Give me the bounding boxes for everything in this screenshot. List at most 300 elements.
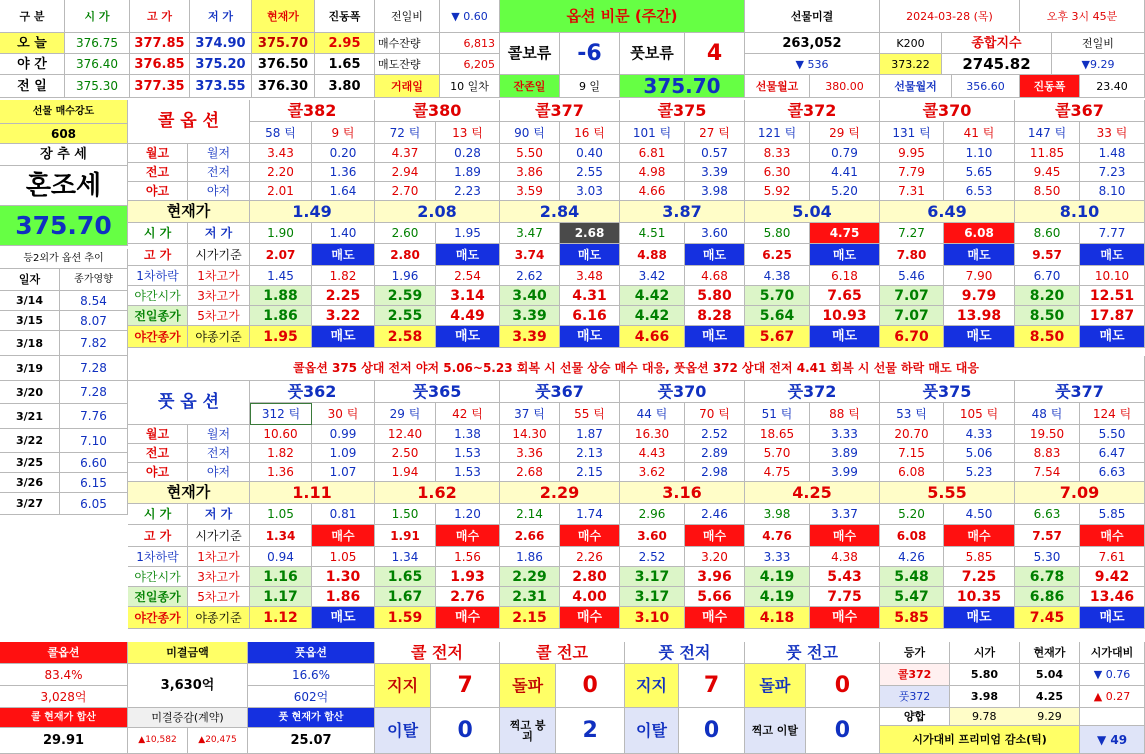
call-month-high: 6.81 bbox=[620, 144, 685, 163]
put-row-r6: 13.46 bbox=[1080, 587, 1145, 607]
call-row-r5: 3.39 bbox=[500, 306, 560, 326]
premium-label: 시가대비 프리미엄 감소(틱) bbox=[880, 726, 1080, 754]
put-label-r5: 전일종가 bbox=[128, 587, 188, 607]
time-label: 오후 3시 45분 bbox=[1020, 0, 1145, 33]
put-tick-2: 124 틱 bbox=[1080, 403, 1145, 425]
put-amount: 602억 bbox=[248, 686, 375, 708]
call-sum-value: 29.91 bbox=[0, 728, 128, 754]
put-row-r8: 매수 bbox=[810, 607, 880, 629]
put-month-high: 10.60 bbox=[250, 425, 312, 444]
buy-strength-value: 608 bbox=[0, 124, 128, 144]
put-low: 3.37 bbox=[810, 504, 880, 525]
call-open: 2.60 bbox=[375, 223, 436, 244]
call-row-r7: 5.67 bbox=[745, 326, 810, 348]
call-current: 1.49 bbox=[250, 201, 375, 223]
call-current: 3.87 bbox=[620, 201, 745, 223]
oi-value: 263,052 bbox=[745, 33, 880, 54]
row-low: 374.90 bbox=[190, 33, 252, 54]
call-high: 2.80 bbox=[375, 244, 436, 266]
put-row-r1: 1.86 bbox=[500, 547, 560, 567]
put-strike-name: 풋365 bbox=[375, 381, 500, 403]
put-month-high: 19.50 bbox=[1015, 425, 1080, 444]
row-high: 376.85 bbox=[130, 54, 190, 75]
put-prev-low: 5.06 bbox=[944, 444, 1015, 463]
put-open: 1.05 bbox=[250, 504, 312, 525]
date-cell: 3/19 bbox=[0, 356, 60, 381]
call-label-hl: 고 가 bbox=[128, 244, 188, 266]
put-row-r3: 5.48 bbox=[880, 567, 944, 587]
call-row-r3: 3.40 bbox=[500, 286, 560, 306]
put-tick-2: 30 틱 bbox=[312, 403, 375, 425]
call-prev-high: 3.86 bbox=[500, 163, 560, 182]
call-row-r1: 2.62 bbox=[500, 266, 560, 286]
call-row-r5: 7.07 bbox=[880, 306, 944, 326]
futures-month-low-label: 선물월저 bbox=[880, 75, 952, 98]
put-month-high: 16.30 bbox=[620, 425, 685, 444]
call-row-r4: 2.25 bbox=[312, 286, 375, 306]
row-label: 야 간 bbox=[0, 54, 65, 75]
futures-oi-label: 선물미결 bbox=[745, 0, 880, 33]
call-label-r2: 1차고가 bbox=[188, 266, 250, 286]
atm-call-name: 콜372 bbox=[880, 664, 950, 686]
signal-type-2: 찍고 이탈 bbox=[745, 708, 806, 754]
call-label-r3: 야간시가 bbox=[128, 286, 188, 306]
trading-days-label: 거래일 bbox=[375, 75, 440, 98]
call-night-high: 3.59 bbox=[500, 182, 560, 201]
call-row-r1: 1.45 bbox=[250, 266, 312, 286]
signal-header-call_high: 콜 전고 bbox=[500, 642, 625, 664]
call-signal: 매도 bbox=[312, 244, 375, 266]
call-label-r5: 전일종가 bbox=[128, 306, 188, 326]
put-label-r1: 1차하락 bbox=[128, 547, 188, 567]
put-row-r1: 3.33 bbox=[745, 547, 810, 567]
call-row-r6: 17.87 bbox=[1080, 306, 1145, 326]
oi-change-2: ▲20,475 bbox=[188, 728, 248, 754]
call-prev-low: 7.23 bbox=[1080, 163, 1145, 182]
put-row-r3: 6.78 bbox=[1015, 567, 1080, 587]
put-signal: 매수 bbox=[685, 525, 745, 547]
put-low: 4.50 bbox=[944, 504, 1015, 525]
call-label-hb: 시가기준 bbox=[188, 244, 250, 266]
call-row-r1: 5.46 bbox=[880, 266, 944, 286]
put-month-low: 0.99 bbox=[312, 425, 375, 444]
call-row-r5: 5.64 bbox=[745, 306, 810, 326]
signal-type: 돌파 bbox=[500, 664, 556, 708]
call-night-low: 1.64 bbox=[312, 182, 375, 201]
row-low: 375.20 bbox=[190, 54, 252, 75]
put-row-r2: 7.61 bbox=[1080, 547, 1145, 567]
call-strike-name: 콜370 bbox=[880, 100, 1015, 122]
call-amount: 3,028억 bbox=[0, 686, 128, 708]
put-label-mll: 월저 bbox=[188, 425, 250, 444]
signal-header-put_low: 풋 전저 bbox=[625, 642, 745, 664]
call-night-high: 5.92 bbox=[745, 182, 810, 201]
call-prev-low: 1.89 bbox=[436, 163, 500, 182]
put-strike-name: 풋370 bbox=[620, 381, 745, 403]
call-row-r8: 매도 bbox=[810, 326, 880, 348]
close-effect-cell: 6.05 bbox=[60, 493, 128, 515]
put-row-r1: 1.34 bbox=[375, 547, 436, 567]
put-month-high: 12.40 bbox=[375, 425, 436, 444]
put-row-r4: 5.43 bbox=[810, 567, 880, 587]
call-prev-low: 4.41 bbox=[810, 163, 880, 182]
put-sum-value: 25.07 bbox=[248, 728, 375, 754]
call-night-high: 2.70 bbox=[375, 182, 436, 201]
header-5: 진동폭 bbox=[315, 0, 375, 33]
header-0: 구 분 bbox=[0, 0, 65, 33]
vs-open-header: 시가대비 bbox=[1080, 642, 1145, 664]
call-month-high: 3.43 bbox=[250, 144, 312, 163]
side-futures-price: 375.70 bbox=[0, 206, 128, 246]
put-night-low: 3.99 bbox=[810, 463, 880, 482]
date-cell: 3/14 bbox=[0, 291, 60, 311]
close-effect-cell: 8.07 bbox=[60, 311, 128, 331]
put-night-low: 6.63 bbox=[1080, 463, 1145, 482]
call-night-high: 2.01 bbox=[250, 182, 312, 201]
put-current: 5.55 bbox=[880, 482, 1015, 504]
put-tick-1: 29 틱 bbox=[375, 403, 436, 425]
put-open: 3.98 bbox=[745, 504, 810, 525]
put-prev-low: 6.47 bbox=[1080, 444, 1145, 463]
date-cell: 3/21 bbox=[0, 404, 60, 429]
signal-count-2: 0 bbox=[679, 708, 745, 754]
call-high: 9.57 bbox=[1015, 244, 1080, 266]
call-row-r2: 2.54 bbox=[436, 266, 500, 286]
put-row-r8: 매도 bbox=[1080, 607, 1145, 629]
put-night-high: 4.75 bbox=[745, 463, 810, 482]
call-row-r1: 4.38 bbox=[745, 266, 810, 286]
atm-call-vs: ▼ 0.76 bbox=[1080, 664, 1145, 686]
put-high: 7.57 bbox=[1015, 525, 1080, 547]
put-sum-label: 풋 현재가 합산 bbox=[248, 708, 375, 728]
call-row-r2: 6.18 bbox=[810, 266, 880, 286]
close-effect-cell: 6.15 bbox=[60, 473, 128, 493]
put-row-r2: 1.05 bbox=[312, 547, 375, 567]
oi-amount-label: 미결금액 bbox=[128, 642, 248, 664]
put-night-low: 2.15 bbox=[560, 463, 620, 482]
call-month-high: 9.95 bbox=[880, 144, 944, 163]
close-effect-cell: 7.10 bbox=[60, 429, 128, 453]
put-row-r4: 1.30 bbox=[312, 567, 375, 587]
close-effect-cell: 7.28 bbox=[60, 381, 128, 404]
put-tick-1: 48 틱 bbox=[1015, 403, 1080, 425]
put-row-r4: 2.80 bbox=[560, 567, 620, 587]
put-strike-name: 풋367 bbox=[500, 381, 620, 403]
call-label-r7: 야간종가 bbox=[128, 326, 188, 348]
put-night-high: 1.94 bbox=[375, 463, 436, 482]
call-row-r7: 1.95 bbox=[250, 326, 312, 348]
call-current: 5.04 bbox=[745, 201, 880, 223]
sell-remain-label: 매도잔량 bbox=[375, 54, 440, 75]
put-prev-high: 1.82 bbox=[250, 444, 312, 463]
put-row-r3: 3.17 bbox=[620, 567, 685, 587]
call-month-low: 1.10 bbox=[944, 144, 1015, 163]
put-label-mhl: 월고 bbox=[128, 425, 188, 444]
put-low: 0.81 bbox=[312, 504, 375, 525]
put-row-r6: 4.00 bbox=[560, 587, 620, 607]
call-row-r4: 12.51 bbox=[1080, 286, 1145, 306]
call-sum-label: 콜 현재가 합산 bbox=[0, 708, 128, 728]
signal-header-put_high: 풋 전고 bbox=[745, 642, 880, 664]
put-label-r4: 3차고가 bbox=[188, 567, 250, 587]
call-prev-high: 7.79 bbox=[880, 163, 944, 182]
row-low: 373.55 bbox=[190, 75, 252, 98]
call-label-pll: 전저 bbox=[188, 163, 250, 182]
call-tick-1: 58 틱 bbox=[250, 122, 312, 144]
total-cur: 9.29 bbox=[1020, 708, 1080, 726]
call-prev-high: 4.98 bbox=[620, 163, 685, 182]
put-month-high: 20.70 bbox=[880, 425, 944, 444]
row-current: 376.30 bbox=[252, 75, 315, 98]
call-row-r4: 9.79 bbox=[944, 286, 1015, 306]
put-prev-low: 2.89 bbox=[685, 444, 745, 463]
header-1: 시 가 bbox=[65, 0, 130, 33]
premium-value: ▼ 49 bbox=[1080, 726, 1145, 754]
call-row-r5: 4.42 bbox=[620, 306, 685, 326]
row-high: 377.35 bbox=[130, 75, 190, 98]
put-night-low: 2.98 bbox=[685, 463, 745, 482]
put-month-high: 18.65 bbox=[745, 425, 810, 444]
call-prev-low: 5.65 bbox=[944, 163, 1015, 182]
call-prev-low: 1.36 bbox=[312, 163, 375, 182]
futures-price: 375.70 bbox=[620, 75, 745, 98]
buy-remain-label: 매수잔량 bbox=[375, 33, 440, 54]
call-tick-2: 13 틱 bbox=[436, 122, 500, 144]
call-strike-name: 콜375 bbox=[620, 100, 745, 122]
call-low: 1.95 bbox=[436, 223, 500, 244]
put-high: 2.66 bbox=[500, 525, 560, 547]
call-row-r7: 4.66 bbox=[620, 326, 685, 348]
row-open: 376.40 bbox=[65, 54, 130, 75]
row-current: 376.50 bbox=[252, 54, 315, 75]
put-title: 풋 옵 션 bbox=[128, 381, 250, 425]
close-effect-cell: 7.82 bbox=[60, 331, 128, 356]
call-tick-1: 101 틱 bbox=[620, 122, 685, 144]
call-strike-name: 콜380 bbox=[375, 100, 500, 122]
close-effect-cell: 6.60 bbox=[60, 453, 128, 473]
call-row-r4: 3.14 bbox=[436, 286, 500, 306]
call-prev-low: 2.55 bbox=[560, 163, 620, 182]
put-night-low: 1.07 bbox=[312, 463, 375, 482]
call-label-mll: 월저 bbox=[188, 144, 250, 163]
call-row-r8: 매도 bbox=[1080, 326, 1145, 348]
call-night-low: 3.03 bbox=[560, 182, 620, 201]
call-row-r3: 4.42 bbox=[620, 286, 685, 306]
oi-change-label: 미결증감(계약) bbox=[128, 708, 248, 728]
put-current: 2.29 bbox=[500, 482, 620, 504]
call-hold-label: 콜보류 bbox=[500, 33, 560, 75]
call-row-r2: 1.82 bbox=[312, 266, 375, 286]
futures-month-high-value: 380.00 bbox=[810, 75, 880, 98]
put-strike-name: 풋362 bbox=[250, 381, 375, 403]
put-prev-low: 2.13 bbox=[560, 444, 620, 463]
col-date: 일자 bbox=[0, 269, 60, 291]
close-effect-cell: 7.76 bbox=[60, 404, 128, 429]
row-range: 1.65 bbox=[315, 54, 375, 75]
call-low: 6.08 bbox=[944, 223, 1015, 244]
put-row-r4: 9.42 bbox=[1080, 567, 1145, 587]
call-pct: 83.4% bbox=[0, 664, 128, 686]
call-tick-2: 41 틱 bbox=[944, 122, 1015, 144]
call-low: 1.40 bbox=[312, 223, 375, 244]
signal-type: 지지 bbox=[375, 664, 431, 708]
put-hold-label: 풋보류 bbox=[620, 33, 685, 75]
call-row-r4: 4.31 bbox=[560, 286, 620, 306]
put-high: 6.08 bbox=[880, 525, 944, 547]
call-open: 1.90 bbox=[250, 223, 312, 244]
date-label: 2024-03-28 (목) bbox=[880, 0, 1020, 33]
call-prev-high: 2.20 bbox=[250, 163, 312, 182]
row-range: 3.80 bbox=[315, 75, 375, 98]
call-tick-2: 27 틱 bbox=[685, 122, 745, 144]
call-month-high: 4.37 bbox=[375, 144, 436, 163]
put-row-r2: 1.56 bbox=[436, 547, 500, 567]
call-high: 4.88 bbox=[620, 244, 685, 266]
put-row-r6: 5.66 bbox=[685, 587, 745, 607]
put-label-ol: 시 가 bbox=[128, 504, 188, 525]
put-label-r2: 1차고가 bbox=[188, 547, 250, 567]
put-night-high: 1.36 bbox=[250, 463, 312, 482]
put-label-r6: 5차고가 bbox=[188, 587, 250, 607]
call-row-r6: 10.93 bbox=[810, 306, 880, 326]
put-month-low: 3.33 bbox=[810, 425, 880, 444]
call-low: 2.68 bbox=[560, 223, 620, 244]
put-label-hb: 시가기준 bbox=[188, 525, 250, 547]
trading-days-value: 10 일차 bbox=[440, 75, 500, 98]
call-open: 4.51 bbox=[620, 223, 685, 244]
guidance-message: 콜옵션 375 상대 전저 야저 5.06~5.23 회복 시 선물 상승 매수 대응, 풋옵션 372 상대 전저 4.41 회복 시 선물 하락 매도 대응 bbox=[128, 356, 1145, 381]
put-month-low: 4.33 bbox=[944, 425, 1015, 444]
date-cell: 3/26 bbox=[0, 473, 60, 493]
put-row-r3: 1.16 bbox=[250, 567, 312, 587]
sell-remain-value: 6,205 bbox=[440, 54, 500, 75]
call-row-r4: 7.65 bbox=[810, 286, 880, 306]
put-night-high: 3.62 bbox=[620, 463, 685, 482]
remaining-days-label: 잔존일 bbox=[500, 75, 560, 98]
call-row-r3: 7.07 bbox=[880, 286, 944, 306]
call-row-r3: 5.70 bbox=[745, 286, 810, 306]
row-label: 전 일 bbox=[0, 75, 65, 98]
header-prev-label: 전일비 bbox=[375, 0, 440, 33]
call-night-low: 6.53 bbox=[944, 182, 1015, 201]
put-tick-2: 88 틱 bbox=[810, 403, 880, 425]
put-row-r5: 3.17 bbox=[620, 587, 685, 607]
put-current-label: 현재가 bbox=[128, 482, 250, 504]
row-open: 376.75 bbox=[65, 33, 130, 54]
call-label-r1: 1차하락 bbox=[128, 266, 188, 286]
current-header: 현재가 bbox=[1020, 642, 1080, 664]
signal-type-2: 이탈 bbox=[625, 708, 679, 754]
put-strike-name: 풋377 bbox=[1015, 381, 1145, 403]
futures-month-low-value: 356.60 bbox=[952, 75, 1020, 98]
put-tick-2: 42 틱 bbox=[436, 403, 500, 425]
call-row-r6: 13.98 bbox=[944, 306, 1015, 326]
signal-type: 지지 bbox=[625, 664, 679, 708]
call-label-r6: 5차고가 bbox=[188, 306, 250, 326]
put-row-r6: 7.75 bbox=[810, 587, 880, 607]
signal-count: 0 bbox=[556, 664, 625, 708]
date-cell: 3/22 bbox=[0, 429, 60, 453]
col-comp: 종가영향 bbox=[60, 269, 128, 291]
put-label-ll: 저 가 bbox=[188, 504, 250, 525]
put-row-r5: 1.67 bbox=[375, 587, 436, 607]
put-row-r6: 2.76 bbox=[436, 587, 500, 607]
call-row-r3: 2.59 bbox=[375, 286, 436, 306]
call-tick-1: 90 틱 bbox=[500, 122, 560, 144]
put-tick-1: 312 틱 bbox=[250, 403, 312, 425]
put-label-r3: 야간시가 bbox=[128, 567, 188, 587]
call-month-low: 0.28 bbox=[436, 144, 500, 163]
put-signal: 매수 bbox=[436, 525, 500, 547]
call-month-low: 1.48 bbox=[1080, 144, 1145, 163]
header-4: 현재가 bbox=[252, 0, 315, 33]
call-tick-1: 72 틱 bbox=[375, 122, 436, 144]
put-current: 1.62 bbox=[375, 482, 500, 504]
call-signal: 매도 bbox=[685, 244, 745, 266]
put-row-r5: 4.19 bbox=[745, 587, 810, 607]
call-row-r6: 3.22 bbox=[312, 306, 375, 326]
put-month-low: 1.87 bbox=[560, 425, 620, 444]
atm-call-cur: 5.04 bbox=[1020, 664, 1080, 686]
k200-label: K200 bbox=[880, 33, 942, 54]
buy-remain-value: 6,813 bbox=[440, 33, 500, 54]
call-prev-high: 9.45 bbox=[1015, 163, 1080, 182]
put-prev-low: 3.89 bbox=[810, 444, 880, 463]
put-row-r7: 2.15 bbox=[500, 607, 560, 629]
row-range: 2.95 bbox=[315, 33, 375, 54]
call-night-high: 4.66 bbox=[620, 182, 685, 201]
put-row-r3: 4.19 bbox=[745, 567, 810, 587]
open-header: 시가 bbox=[950, 642, 1020, 664]
row-open: 375.30 bbox=[65, 75, 130, 98]
futures-month-high-label: 선물월고 bbox=[745, 75, 810, 98]
signal-count: 0 bbox=[806, 664, 880, 708]
signal-type-2: 찍고 붕괴 bbox=[500, 708, 556, 754]
call-strike-name: 콜382 bbox=[250, 100, 375, 122]
put-current: 3.16 bbox=[620, 482, 745, 504]
call-month-low: 0.57 bbox=[685, 144, 745, 163]
call-row-r2: 4.68 bbox=[685, 266, 745, 286]
call-low: 3.60 bbox=[685, 223, 745, 244]
atm-put-cur: 4.25 bbox=[1020, 686, 1080, 708]
put-night-high: 7.54 bbox=[1015, 463, 1080, 482]
put-row-r8: 매수 bbox=[560, 607, 620, 629]
put-label-r7: 야간종가 bbox=[128, 607, 188, 629]
put-signal: 매수 bbox=[312, 525, 375, 547]
call-row-r1: 3.42 bbox=[620, 266, 685, 286]
put-row-r2: 5.85 bbox=[944, 547, 1015, 567]
call-signal: 매도 bbox=[436, 244, 500, 266]
call-high: 3.74 bbox=[500, 244, 560, 266]
call-row-r3: 8.20 bbox=[1015, 286, 1080, 306]
header-2: 고 가 bbox=[130, 0, 190, 33]
call-month-high: 11.85 bbox=[1015, 144, 1080, 163]
put-low: 2.46 bbox=[685, 504, 745, 525]
put-hold-value: 4 bbox=[685, 33, 745, 75]
call-row-r4: 5.80 bbox=[685, 286, 745, 306]
remaining-days-value: 9 일 bbox=[560, 75, 620, 98]
oi-change: ▼ 536 bbox=[745, 54, 880, 75]
call-label-r4: 3차고가 bbox=[188, 286, 250, 306]
call-row-r5: 1.86 bbox=[250, 306, 312, 326]
put-prev-high: 3.36 bbox=[500, 444, 560, 463]
put-row-r2: 2.26 bbox=[560, 547, 620, 567]
close-effect-cell: 8.54 bbox=[60, 291, 128, 311]
call-open: 8.60 bbox=[1015, 223, 1080, 244]
put-row-r8: 매수 bbox=[685, 607, 745, 629]
oi-change-1: ▲10,582 bbox=[128, 728, 188, 754]
put-row-r1: 0.94 bbox=[250, 547, 312, 567]
